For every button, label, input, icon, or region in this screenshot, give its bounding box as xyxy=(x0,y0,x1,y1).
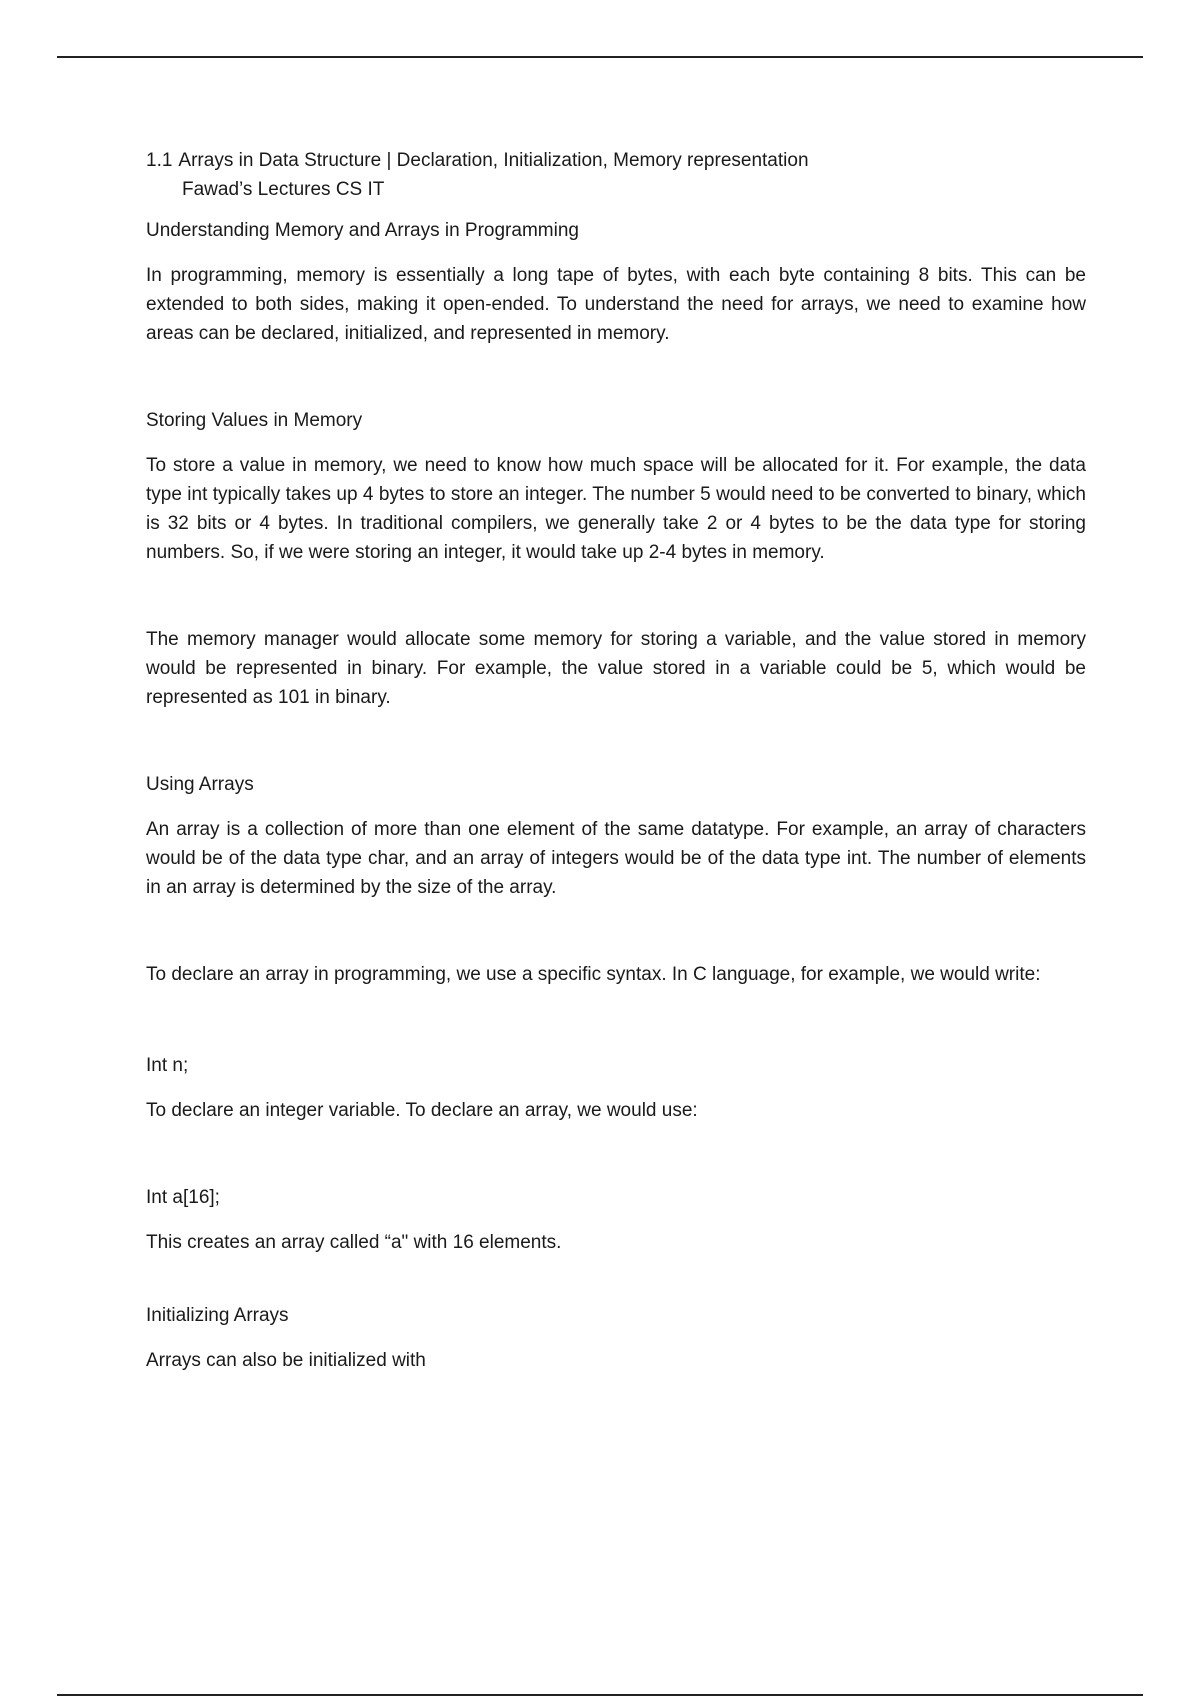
heading-initializing-arrays: Initializing Arrays xyxy=(146,1305,289,1326)
paragraph-memory: In programming, memory is essentially a long tape of bytes, with each byte containing 8 bits. This can be extended to both sides, making it open-ended. To understand the need for arrays, we need to examine how areas can be declared, initialized, and represented in memory. xyxy=(146,265,1086,344)
document-body xyxy=(146,146,1086,1375)
header-rule xyxy=(57,56,1143,58)
heading-storing-values: Storing Values in Memory xyxy=(146,410,363,431)
paragraph-storing-1: To store a value in memory, we need to know how much space will be allocated for it. For example, the data type int typically takes up 4 bytes to store an integer. The number 5 would need to be converted to binary, which is 32 bits or 4 bytes. In traditional compilers, we generally take 2 or 4 bytes to be the data type for storing numbers. So, if we were storing an integer, it would take up 2-4 bytes in memory. xyxy=(146,455,1086,563)
paragraph-using-2: To declare an array in programming, we use a specific syntax. In C language, for example, we would write: xyxy=(146,964,1041,985)
paragraph-storing-2: The memory manager would allocate some memory for storing a variable, and the value stored in memory would be represented in binary. For example, the value stored in a variable could be 5, which would be represented as 101 in binary. xyxy=(146,629,1086,708)
document-title xyxy=(146,146,1086,175)
document-subtitle: Fawad’s Lectures CS IT xyxy=(182,179,385,200)
paragraph-declare-array: To declare an integer variable. To declare an array, we would use: xyxy=(146,1100,698,1121)
heading-understanding-memory: Understanding Memory and Arrays in Programming xyxy=(146,220,579,241)
title-number: 1.1 xyxy=(146,150,173,171)
paragraph-initializing: Arrays can also be initialized with xyxy=(146,1350,426,1371)
code-int-array: Int a[16]; xyxy=(146,1187,220,1208)
code-int-n: Int n; xyxy=(146,1055,189,1076)
title-text: Arrays in Data Structure | Declaration, Initialization, Memory representation xyxy=(178,150,809,171)
heading-using-arrays: Using Arrays xyxy=(146,774,254,795)
footer-rule xyxy=(57,1694,1143,1696)
paragraph-using-1: An array is a collection of more than one element of the same datatype. For example, an array of characters would be of the data type char, and an array of integers would be of the data type int. The number of elements in an array is determined by the size of the array. xyxy=(146,819,1086,898)
paragraph-creates-array: This creates an array called “a" with 16 elements. xyxy=(146,1232,562,1253)
